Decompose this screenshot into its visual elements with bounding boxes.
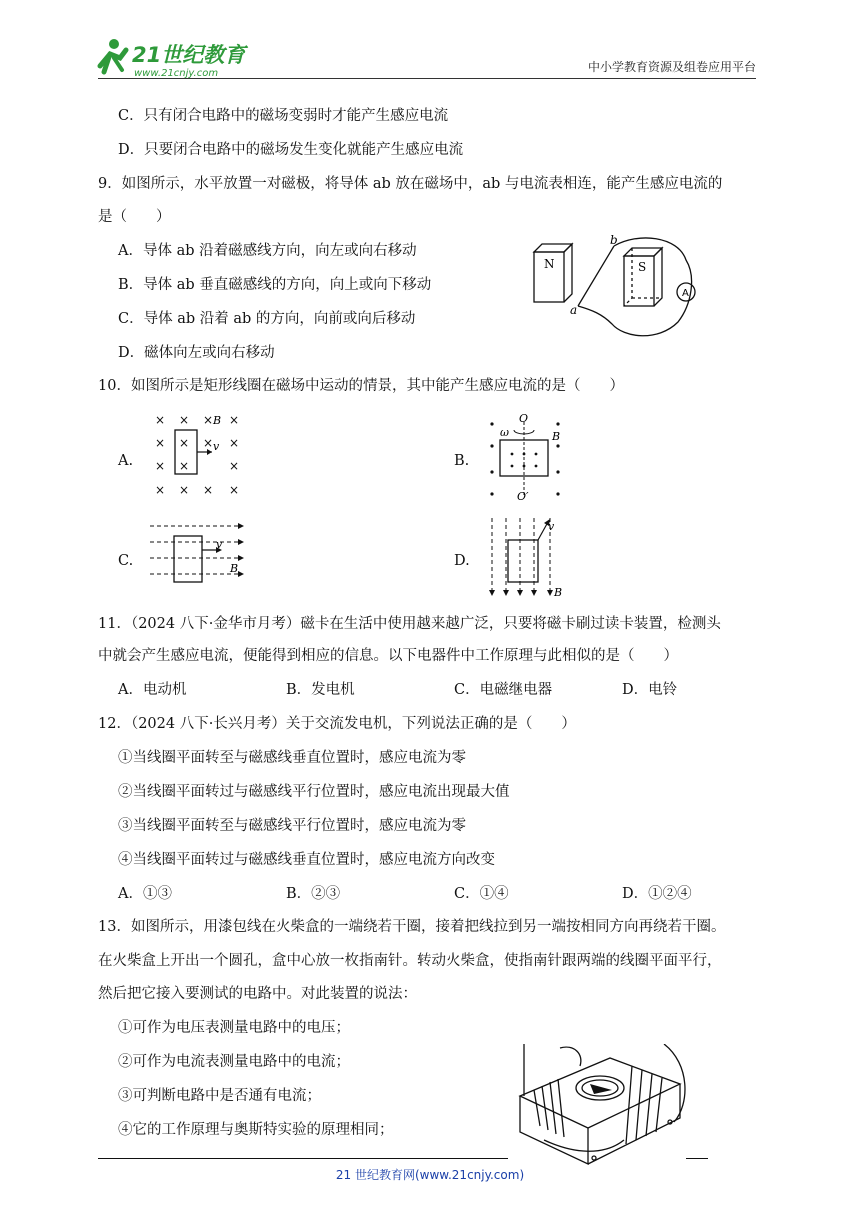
q12-statement-3: ③当线圈平面转至与磁感线平行位置时，感应电流为零 (118, 818, 466, 834)
svg-text:×: × (179, 483, 190, 497)
q10-figure-c (148, 518, 248, 590)
q10-label-b: B. (454, 453, 470, 469)
svg-text:×: × (229, 459, 240, 473)
svg-text:www.21cnjy.com: www.21cnjy.com (134, 68, 219, 79)
svg-text:×: × (179, 413, 190, 427)
svg-text:×: × (203, 413, 214, 427)
q13-stem-line2: 在火柴盒上开出一个圆孔，盒中心放一枚指南针。转动火柴盒，使指南针跟两端的线圈平面平行， (98, 953, 722, 969)
q11-stem-line1: 11．（2024 八下·金华市月考）磁卡在生活中使用越来越广泛，只要将磁卡刷过读卡装置，检测头 (98, 616, 721, 632)
svg-text:×: × (155, 413, 166, 427)
q12-option-c: C．①④ (454, 886, 509, 902)
svg-text:×: × (155, 459, 166, 473)
footer-divider-left (98, 1158, 508, 1159)
q11-option-b: B．发电机 (286, 682, 355, 698)
svg-text:×: × (179, 436, 190, 450)
svg-text:×: × (203, 483, 214, 497)
svg-text:v: v (216, 538, 223, 551)
svg-text:21世纪教育: 21世纪教育 (132, 43, 246, 67)
svg-text:ω: ω (500, 426, 509, 439)
q11-option-a: A．电动机 (118, 682, 187, 698)
svg-text:×: × (179, 459, 190, 473)
q13-statement-1: ①可作为电压表测量电路中的电压； (118, 1020, 350, 1036)
svg-text:v: v (548, 520, 555, 533)
q9-option-c: C．导体 ab 沿着 ab 的方向，向前或向后移动 (118, 311, 416, 327)
q11-stem-line2: 中就会产生感应电流，便能得到相应的信息。以下电器件中工作原理与此相似的是（ ） (98, 648, 678, 664)
svg-text:×: × (203, 436, 214, 450)
svg-text:×: × (155, 436, 166, 450)
svg-text:v: v (213, 440, 220, 453)
footer-site: 21 世纪教育网(www.21cnjy.com) (335, 1168, 525, 1182)
q9-magnet-figure (528, 234, 714, 344)
q13-statement-4: ④它的工作原理与奥斯特实验的原理相同； (118, 1122, 394, 1138)
q10-stem: 10．如图所示是矩形线圈在磁场中运动的情景，其中能产生感应电流的是（ ） (98, 378, 624, 394)
svg-text:O: O (519, 412, 529, 425)
svg-text:×: × (229, 483, 240, 497)
svg-text:b: b (610, 234, 618, 247)
q13-statement-3: ③可判断电路中是否通有电流； (118, 1088, 321, 1104)
q13-stem-line1: 13．如图所示，用漆包线在火柴盒的一端绕若干圈，接着把线拉到另一端按相同方向再绕若干圈。 (98, 919, 726, 935)
svg-text:B: B (213, 414, 222, 427)
q10-label-d: D. (454, 553, 470, 569)
q10-label-c: C. (118, 553, 134, 569)
q10-figure-a (150, 410, 246, 500)
q10-label-a: A. (118, 453, 134, 469)
q10-figure-b (484, 410, 568, 502)
q8-option-c: C．只有闭合电路中的磁场变弱时才能产生感应电流 (118, 108, 449, 124)
svg-text:B: B (552, 430, 561, 443)
svg-text:×: × (229, 413, 240, 427)
q9-stem-line1: 9．如图所示，水平放置一对磁极，将导体 ab 放在磁场中，ab 与电流表相连，能产生感应电流的 (98, 176, 723, 192)
header-divider (98, 78, 756, 79)
q9-stem-line2: 是（ ） (98, 209, 171, 225)
q11-option-d: D．电铃 (622, 682, 678, 698)
site-logo (92, 36, 262, 80)
q13-matchbox-compass-figure (514, 1044, 690, 1166)
svg-text:O′: O′ (517, 490, 529, 502)
q12-statement-4: ④当线圈平面转过与磁感线垂直位置时，感应电流方向改变 (118, 852, 495, 868)
q12-statement-1: ①当线圈平面转至与磁感线垂直位置时，感应电流为零 (118, 750, 466, 766)
q9-option-b: B．导体 ab 垂直磁感线的方向，向上或向下移动 (118, 277, 432, 293)
svg-text:A: A (682, 288, 689, 299)
svg-text:S: S (638, 260, 647, 274)
runner-icon (100, 39, 126, 72)
platform-name: 中小学教育资源及组卷应用平台 (587, 60, 756, 74)
svg-text:×: × (229, 436, 240, 450)
q12-stem: 12．（2024 八下·长兴月考）关于交流发电机，下列说法正确的是（ ） (98, 716, 576, 732)
q12-option-b: B．②③ (286, 886, 341, 902)
q12-option-a: A．①③ (118, 886, 172, 902)
svg-text:a: a (570, 303, 578, 317)
q12-statement-2: ②当线圈平面转过与磁感线平行位置时，感应电流出现最大值 (118, 784, 510, 800)
q13-statement-2: ②可作为电流表测量电路中的电流； (118, 1054, 350, 1070)
q9-option-d: D．磁体向左或向右移动 (118, 345, 275, 361)
q13-stem-line3: 然后把它接入要测试的电路中。对此装置的说法： (98, 986, 417, 1002)
q11-option-c: C．电磁继电器 (454, 682, 553, 698)
q12-option-d: D．①②④ (622, 886, 692, 902)
q9-option-a: A．导体 ab 沿着磁感线方向，向左或向右移动 (118, 243, 417, 259)
svg-text:B: B (230, 562, 239, 575)
svg-text:N: N (544, 257, 555, 271)
q8-option-d: D．只要闭合电路中的磁场发生变化就能产生感应电流 (118, 142, 464, 158)
q10-figure-d (484, 514, 572, 602)
footer-divider-right (686, 1158, 708, 1159)
svg-text:×: × (155, 483, 166, 497)
svg-text:B: B (554, 586, 563, 599)
